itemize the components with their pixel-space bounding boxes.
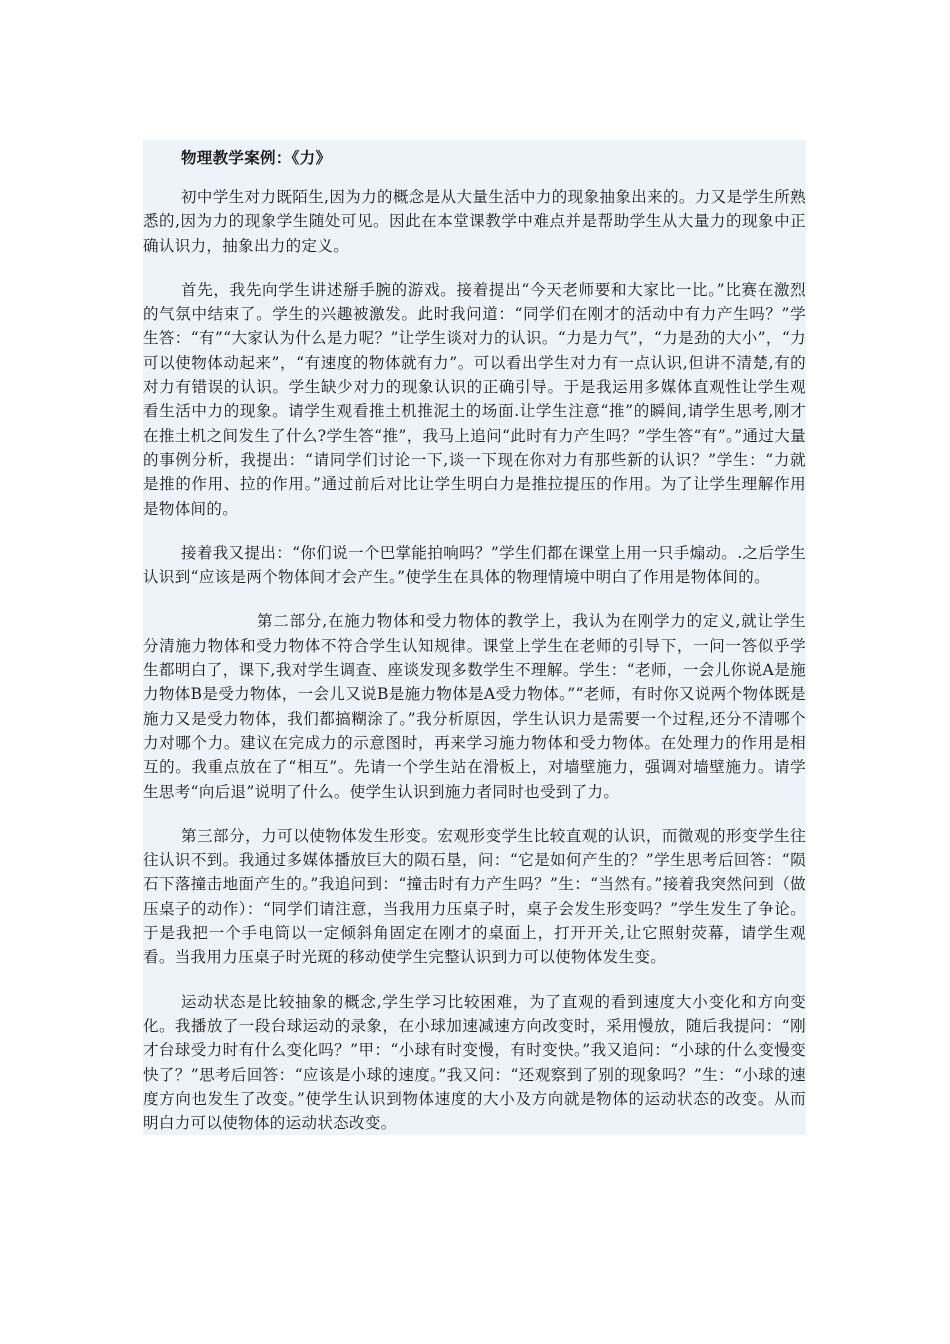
- paragraph-arm-wrestling: 首先，我先向学生讲述掰手腕的游戏。接着提出“今天老师要和大家比一比。”比赛在激烈的气氛中结束了。学生的兴趣被激发。此时我问道：“同学们在刚才的活动中有力产生吗？”学生答：“有”“大家认为什么是力呢？”让学生谈对力的认识。“力是力气”，“力是劲的大小”，“力可以使物体动起来”，“有速度的物体就有力”。可以看出学生对力有一点认识,但讲不清楚,有的对力有错误的认识。学生缺少对力的现象认识的正确引导。于是我运用多媒体直观性让学生观看生活中力的现象。请学生观看推土机推泥土的场面.让学生注意“推”的瞬间,请学生思考,刚才在推土机之间发生了什么?学生答“推”，我马上追问“此时有力产生吗？”学生答“有”。”通过大量的事例分析，我提出：“请同学们讨论一下,谈一下现在你对力有那些新的认识？”学生：“力就是推的作用、拉的作用。”通过前后对比让学生明白力是推拉提压的作用。为了让学生理解作用是物体间的。: [143, 280, 806, 518]
- paragraph-gap: [143, 970, 806, 990]
- article-title: 物理教学案例：《力》: [181, 148, 332, 167]
- paragraph-gap: [143, 589, 806, 609]
- paragraph-gap: [143, 804, 806, 824]
- paragraph-intro: 初中学生对力既陌生,因为力的概念是从大量生活中力的现象抽象出来的。力又是学生所熟悉的,因为力的现象学生随处可见。因此在本堂课教学中难点并是帮助学生从大量力的现象中正确认识力，抽象出力的定义。: [143, 188, 806, 255]
- paragraph-gap: [143, 258, 806, 278]
- paragraph-clapping: 接着我又提出：“你们说一个巴掌能拍响吗？”学生们都在课堂上用一只手煽动。.之后学生认识到“应该是两个物体间才会产生。”使学生在具体的物理情境中明白了作用是物体间的。: [143, 543, 806, 587]
- paragraph-motion-state: 运动状态是比较抽象的概念,学生学习比较困难，为了直观的看到速度大小变化和方向变化。我播放了一段台球运动的录象，在小球加速减速方向改变时，采用慢放，随后我提问：“刚才台球受力时有什么变化吗？”甲：“小球有时变慢，有时变快。”我又追问：“小球的什么变慢变快了？”思考后回答：“应该是小球的速度。”我又问：“还观察到了别的现象吗？”生：“小球的速度方向也发生了改变。”使学生认识到物体速度的大小及方向就是物体的运动状态的改变。从而明白力可以使物体的运动状态改变。: [143, 992, 806, 1133]
- paragraph-part-three: 第三部分，力可以使物体发生形变。宏观形变学生比较直观的认识，而微观的形变学生往往认识不到。我通过多媒体播放巨大的陨石垦，问：“它是如何产生的？”学生思考后回答：“陨石下落撞击地面产生的。”我追问到：“撞击时有力产生吗？”生：“当然有。”接着我突然问到（做压桌子的动作）：“同学们请注意，当我用力压桌子时，桌子会发生形变吗？”学生发生了争论。于是我把一个手电筒以一定倾斜角固定在刚才的桌面上，打开开关,让它照射荧幕，请学生观看。当我用力压桌子时光斑的移动使学生完整认识到力可以使物体发生变。: [143, 826, 806, 967]
- paragraph-gap: [143, 521, 806, 541]
- paragraph-part-two: 第二部分,在施力物体和受力物体的教学上，我认为在刚学力的定义,就让学生分清施力物体和受力物体不符合学生认知规律。课堂上学生在老师的引导下，一问一答似乎学生都明白了，课下,我对学生调查、座谈发现多数学生不理解。学生：“老师，一会儿你说A是施力物体B是受力物体，一会儿又说B是施力物体是A受力物体。”“老师，有时你又说两个物体既是施力又是受力物体，我们都搞糊涂了。”我分析原因，学生认识力是需要一个过程,还分不清哪个力对哪个力。建议在完成力的示意图时，再来学习施力物体和受力物体。在处理力的作用是相互的。我重点放在了“相互”。先请一个学生站在滑板上，对墙壁施力，强调对墙壁施力。请学生思考“向后退”说明了什么。使学生认识到施力者同时也受到了力。: [143, 612, 806, 801]
- article-body: [143, 140, 806, 1135]
